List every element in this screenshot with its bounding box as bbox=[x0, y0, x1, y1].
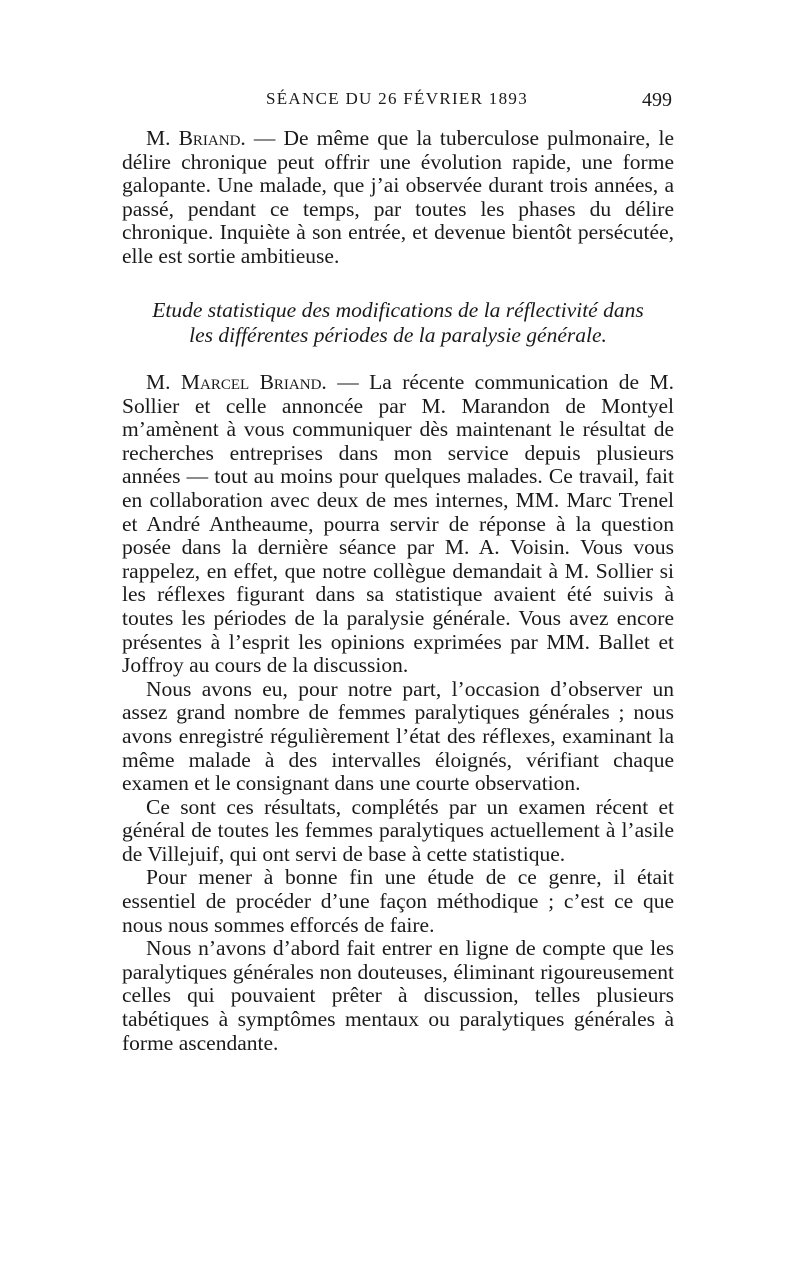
section-title-line-1: Etude statistique des modifications de la réflectivité dans bbox=[152, 298, 644, 322]
section-title-line-2: les différentes périodes de la paralysie générale. bbox=[189, 323, 607, 347]
intervention-marcel-briand bbox=[122, 371, 674, 1055]
intervention-briand bbox=[122, 127, 674, 269]
paragraph-results: Ce sont ces résultats, complétés par un examen récent et général de toutes les femmes paralytiques actuellement à l’asile de Villejuif, qui ont servi de base à cette statistique. bbox=[122, 794, 674, 866]
page-number: 499 bbox=[642, 89, 672, 111]
paragraph-text: — De même que la tuberculose pulmonaire, le délire chronique peut offrir une évolution rapide, une forme galopante. Une malade, que j’ai observée durant trois années, a passé, pendant ce temps, par toutes les phases du délire chronique. Inquiète à son entrée, et devenue bientôt persécutée, elle est sortie ambitieuse. bbox=[122, 126, 674, 268]
section-title bbox=[122, 298, 674, 348]
paragraph-marcel-briand bbox=[122, 371, 674, 678]
page-header bbox=[122, 89, 672, 115]
paragraph-briand bbox=[122, 127, 674, 269]
paragraph-method: Pour mener à bonne fin une étude de ce genre, il était essentiel de procéder d’une façon méthodique ; c’est ce que nous nous sommes efforcés de faire. bbox=[122, 865, 674, 937]
paragraph-text: — La récente communication de M. Sollier et celle annoncée par M. Marandon de Montyel m’amènent à vous communiquer dès maintenant le résultat de recherches entreprises dans mon service depuis plusieurs années — tout au moins pour quelques malades. Ce travail, fait en collaboration avec deux de mes internes, MM. Marc Trenel et André Antheaume, pourra servir de réponse à la question posée dans la dernière séance par M. A. Voisin. Vous vous rappelez, en effet, que notre collègue demandait à M. Sollier si les réflexes figurant dans sa statistique avaient été suivis à toutes les périodes de la paralysie générale. Vous avez encore présentes à l’esprit les opinions exprimées par MM. Ballet et Joffroy au cours de la discussion. bbox=[122, 370, 674, 678]
speaker-name: M. Marcel Briand. bbox=[146, 370, 327, 394]
speaker-name: M. Briand. bbox=[146, 126, 246, 150]
paragraph-observations: Nous avons eu, pour notre part, l’occasion d’observer un assez grand nombre de femmes paralytiques générales ; nous avons enregistré régulièrement l’état des réflexes, examinant la même malade à des intervalles éloignés, vérifiant chaque examen et le consignant dans une courte observation. bbox=[122, 676, 674, 796]
running-head: SÉANCE DU 26 FÉVRIER 1893 bbox=[265, 89, 528, 108]
paragraph-selection: Nous n’avons d’abord fait entrer en ligne de compte que les paralytiques générales non douteuses, éliminant rigoureusement celles qui pouvaient prêter à discussion, telles plusieurs tabétiques à symptômes mentaux ou paralytiques générales à forme ascendante. bbox=[122, 936, 674, 1055]
